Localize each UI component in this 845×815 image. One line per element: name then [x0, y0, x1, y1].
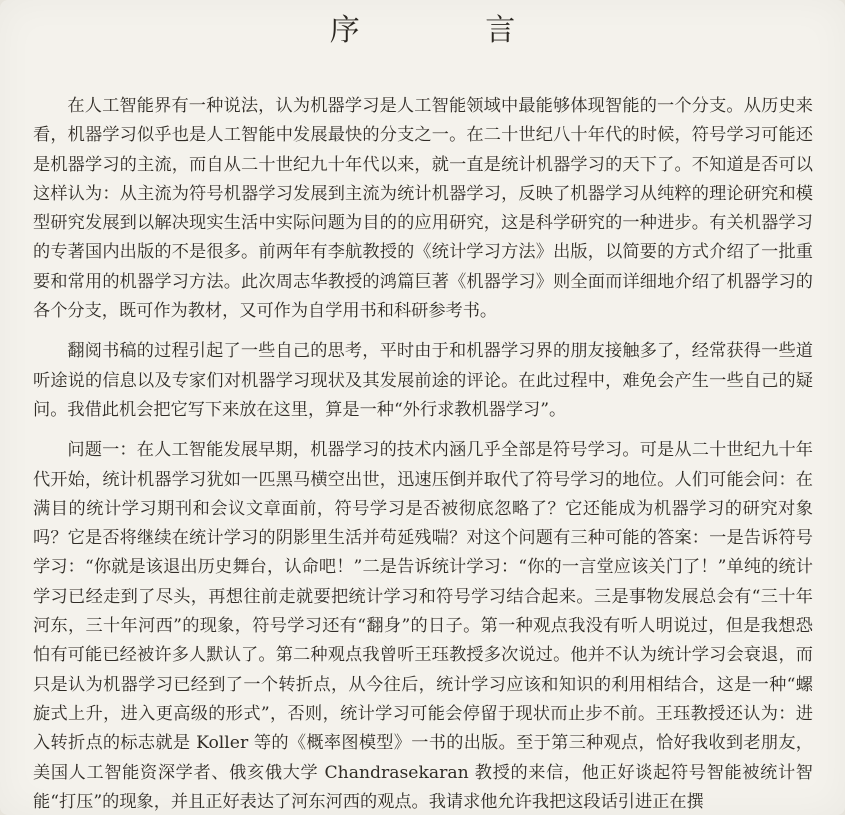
page-title: 序 言 [329, 13, 574, 48]
body-text [33, 92, 813, 815]
paragraph-3: 问题一：在人工智能发展早期，机器学习的技术内涵几乎全部是符号学习。可是从二十世纪九十年代开始，统计机器学习犹如一匹黑马横空出世，迅速压倒并取代了符号学习的地位。人们可能会问：在满目的统计学习期刊和会议文章面前，符号学习是否被彻底忽略了？它还能成为机器学习的研究对象吗？它是否将继续在统计学习的阴影里生活并苟延残喘？对这个问题有三种可能的答案：一是告诉符号学习：“你就是该退出历史舞台，认命吧！”二是告诉统计学习：“你的一言堂应该关门了！”单纯的统计学习已经走到了尽头，再想往前走就要把统计学习和符号学习结合起来。三是事物发展总会有“三十年河东，三十年河西”的现象，符号学习还有“翻身”的日子。第一种观点我没有听人明说过，但是我想恐怕有可能已经被许多人默认了。第二种观点我曾听王珏教授多次说过。他并不认为统计学习会衰退，而只是认为机器学习已经到了一个转折点，从今往后，统计学习应该和知识的利用相结合，这是一种“螺旋式上升，进入更高级的形式”，否则，统计学习可能会停留于现状而止步不前。王珏教授还认为：进入转折点的标志就是 Koller 等的《概率图模型》一书的出版。至于第三种观点，恰好我收到老朋友，美国人工智能资深学者、俄亥俄大学 Chandrasekaran 教授的来信，他正好谈起符号智能被统计智能“打压”的现象，并且正好表达了河东河西的观点。我请求他允许我把这段话引进正在撰 [33, 440, 813, 812]
paragraph-2: 翻阅书稿的过程引起了一些自己的思考，平时由于和机器学习界的朋友接触多了，经常获得一些道听途说的信息以及专家们对机器学习现状及其发展前途的评论。在此过程中，难免会产生一些自己的疑问。我借此机会把它写下来放在这里，算是一种“外行求教机器学习”。 [33, 341, 813, 420]
paragraph-1: 在人工智能界有一种说法，认为机器学习是人工智能领域中最能够体现智能的一个分支。从历史来看，机器学习似乎也是人工智能中发展最快的分支之一。在二十世纪八十年代的时候，符号学习可能还是机器学习的主流，而自从二十世纪九十年代以来，就一直是统计机器学习的天下了。不知道是否可以这样认为：从主流为符号机器学习发展到主流为统计机器学习，反映了机器学习从纯粹的理论研究和模型研究发展到以解决现实生活中实际问题为目的的应用研究，这是科学研究的一种进步。有关机器学习的专著国内出版的不是很多。前两年有李航教授的《统计学习方法》出版，以简要的方式介绍了一批重要和常用的机器学习方法。此次周志华教授的鸿篇巨著《机器学习》则全面而详细地介绍了机器学习的各个分支，既可作为教材，又可作为自学用书和科研参考书。 [33, 96, 813, 322]
